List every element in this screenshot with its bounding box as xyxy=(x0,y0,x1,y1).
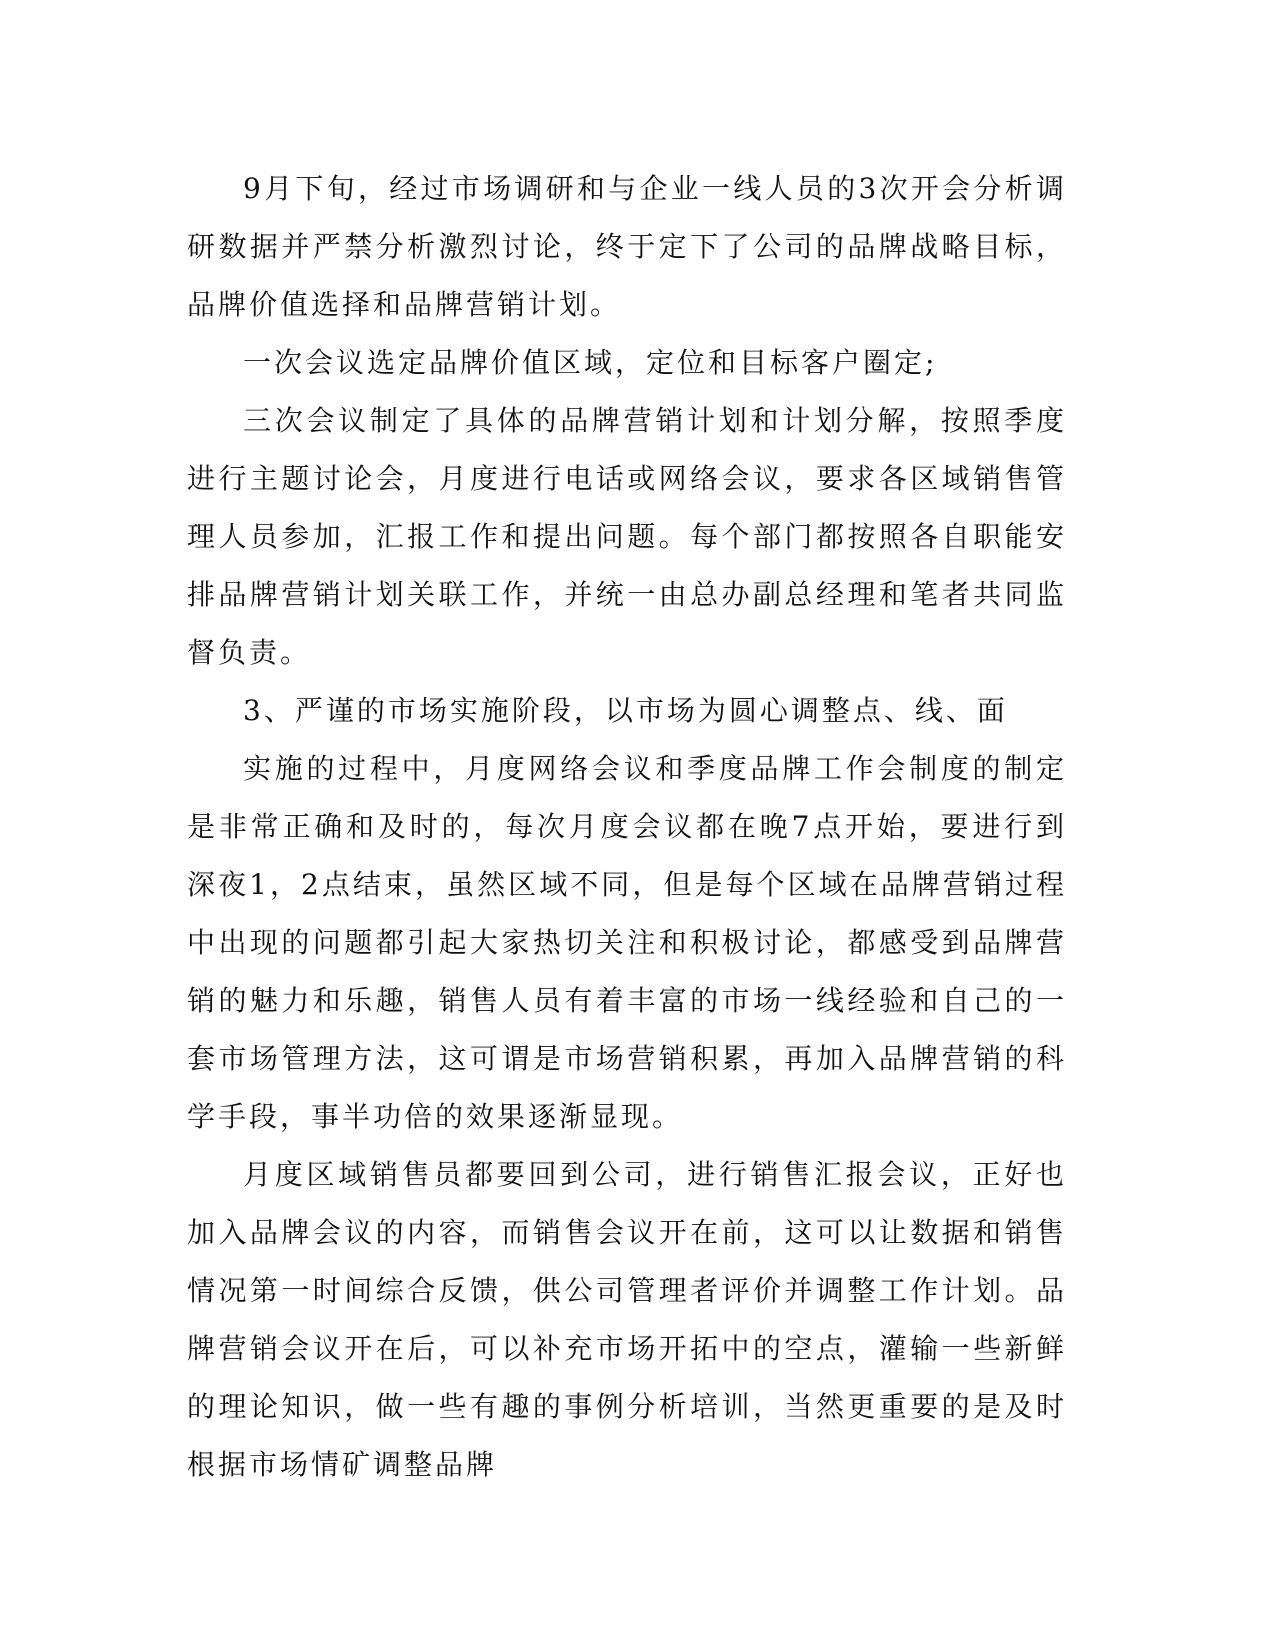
paragraph-first-meeting: 一次会议选定品牌价值区域，定位和目标客户圈定; xyxy=(243,346,938,379)
paragraph-monthly-meeting: 月度区域销售员都要回到公司，进行销售汇报会议，正好也加入品牌会议的内容，而销售会议开在前，这可以让数据和销售情况第一时间综合反馈，供公司管理者评价并调整工作计划。品牌营销会议开在后，可以补充市场开拓中的空点，灌输一些新鲜的理论知识，做一些有趣的事例分析培训，当然更重要的是及时根据市场情矿调整品牌 xyxy=(187,1158,1067,1481)
paragraph-third-meeting: 三次会议制定了具体的品牌营销计划和计划分解，按照季度进行主题讨论会，月度进行电话或网络会议，要求各区域销售管理人员参加，汇报工作和提出问题。每个部门都按照各自职能安排品牌营销计划关联工作，并统一由总办副总经理和笔者共同监督负责。 xyxy=(187,404,1067,669)
paragraph-strategy-goals: 9月下旬，经过市场调研和与企业一线人员的3次开会分析调研数据并严禁分析激烈讨论，终于定下了公司的品牌战略目标，品牌价值选择和品牌营销计划。 xyxy=(187,172,1067,321)
section-heading-implementation: 3、严谨的市场实施阶段，以市场为圆心调整点、线、面 xyxy=(243,694,1008,727)
paragraph-implementation: 实施的过程中，月度网络会议和季度品牌工作会制度的制定是非常正确和及时的，每次月度会议都在晚7点开始，要进行到深夜1，2点结束，虽然区域不同，但是每个区域在品牌营销过程中出现的问题都引起大家热切关注和积极讨论，都感受到品牌营销的魅力和乐趣，销售人员有着丰富的市场一线经验和自己的一套市场管理方法，这可谓是市场营销积累，再加入品牌营销的科学手段，事半功倍的效果逐渐显现。 xyxy=(187,752,1067,1133)
document-body xyxy=(187,160,1067,1494)
